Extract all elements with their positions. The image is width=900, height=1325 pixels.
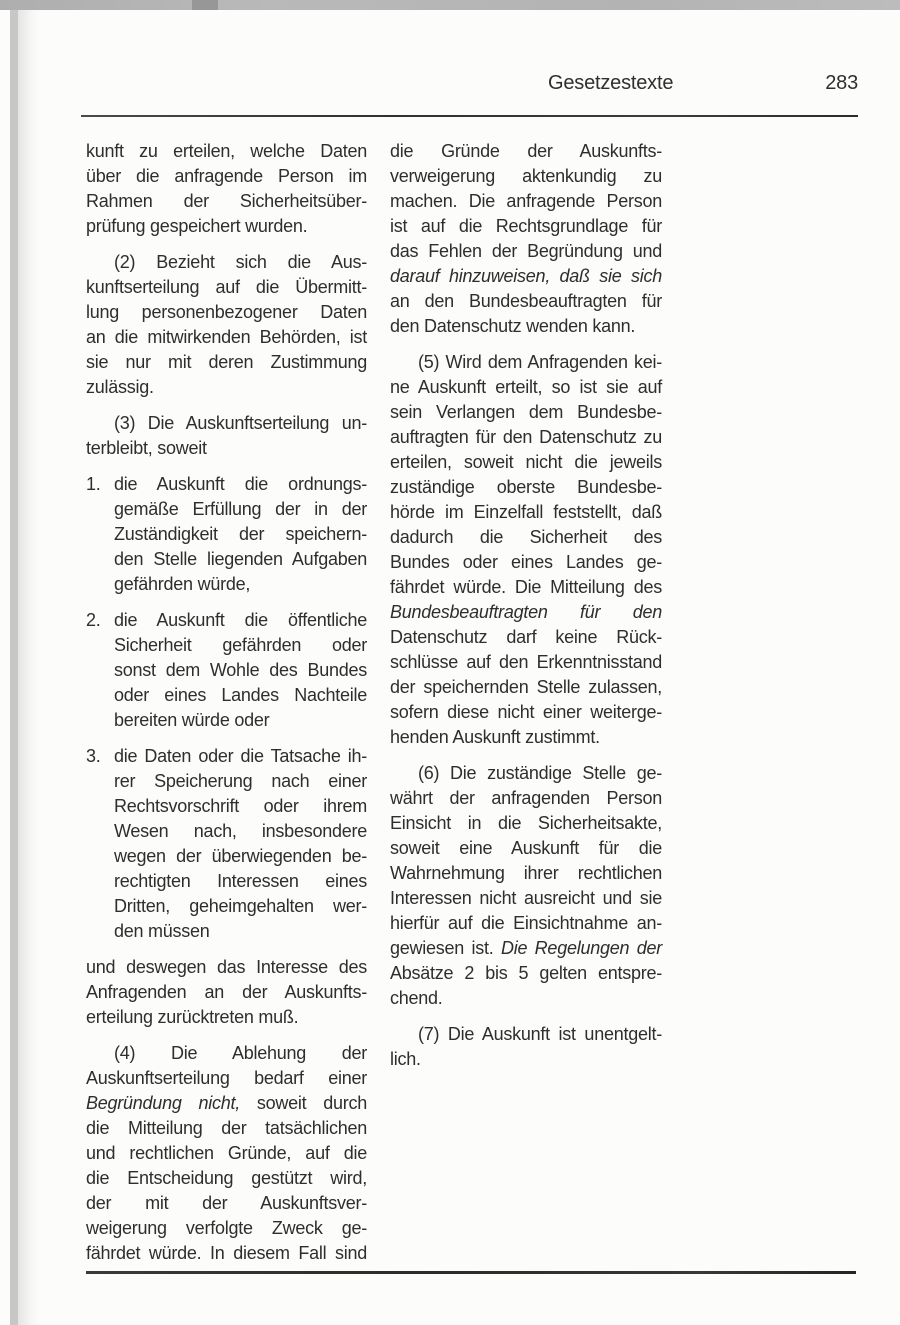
text-segment: kunftserteilung auf die Übermitt- [86, 277, 367, 297]
text-segment: sein Verlangen dem Bundesbe- [390, 402, 662, 422]
text-line [86, 325, 367, 350]
scan-edge-top [0, 0, 900, 10]
text-segment: über die anfragende Person im [86, 166, 367, 186]
text-segment: (6) Die zuständige Stelle ge- [418, 763, 662, 783]
column-right [390, 139, 662, 1277]
text-line [390, 350, 662, 375]
text-line [390, 786, 662, 811]
text-segment: lung personenbezogener Daten [86, 302, 367, 322]
header-rule [81, 115, 858, 117]
text-segment: währt der anfragenden Person [390, 788, 662, 808]
text-line [86, 980, 367, 1005]
text-line [390, 1047, 662, 1072]
text-line [114, 844, 367, 869]
text-line [390, 400, 662, 425]
text-segment: gefährden würde, [114, 574, 251, 594]
text-line [390, 700, 662, 725]
text-line [86, 1041, 367, 1066]
text-line [390, 625, 662, 650]
page-header [0, 72, 900, 98]
text-line [390, 164, 662, 189]
text-segment: sonst dem Wohle des Bundes [114, 660, 367, 680]
text-line [86, 189, 367, 214]
text-line [390, 1022, 662, 1047]
text-columns [86, 139, 662, 1277]
text-line [86, 300, 367, 325]
text-line [390, 650, 662, 675]
text-segment: auftragten für den Datenschutz zu [390, 427, 662, 447]
text-segment: Sicherheit gefährden oder [114, 635, 367, 655]
column-left [86, 139, 367, 1277]
text-line [86, 164, 367, 189]
text-line [114, 708, 367, 733]
paragraph [390, 139, 662, 339]
text-line [390, 811, 662, 836]
text-segment: die Gründe der Auskunfts- [390, 141, 662, 161]
text-segment: und deswegen das Interesse des [86, 957, 367, 977]
text-line [86, 411, 367, 436]
text-segment: prüfung gespeichert wurden. [86, 216, 308, 236]
text-segment: oder eines Landes Nachteile [114, 685, 367, 705]
text-line [390, 725, 662, 750]
text-line [86, 1141, 367, 1166]
text-line [86, 375, 367, 400]
text-line [86, 250, 367, 275]
text-line [114, 472, 367, 497]
text-line [86, 1116, 367, 1141]
text-segment: zuständige oberste Bundesbe- [390, 477, 662, 497]
text-segment: Interessen nicht ausreicht und sie [390, 888, 662, 908]
text-line [390, 450, 662, 475]
text-segment: und rechtlichen Gründe, auf die [86, 1143, 367, 1163]
text-segment: Bundes oder eines Landes ge- [390, 552, 662, 572]
paragraph [390, 1022, 662, 1072]
text-line [86, 1166, 367, 1191]
scan-edge-mark [192, 0, 218, 10]
text-segment: (3) Die Auskunftserteilung un- [114, 413, 367, 433]
list-item [86, 608, 367, 733]
text-segment: Dritten, geheimgehalten wer- [114, 896, 367, 916]
text-line [390, 289, 662, 314]
text-line [390, 675, 662, 700]
list-marker: 1. [86, 474, 101, 494]
text-segment: den müssen [114, 921, 210, 941]
text-line [114, 633, 367, 658]
text-segment: erteilung zurücktreten muß. [86, 1007, 299, 1027]
text-segment: lich. [390, 1049, 421, 1069]
text-line [86, 139, 367, 164]
list-item [86, 744, 367, 944]
text-segment: die Auskunft die öffentliche [114, 610, 367, 630]
text-segment: (4) Die Ablehung der [114, 1043, 367, 1063]
text-segment: den Stelle liegenden Aufgaben [114, 549, 367, 569]
text-segment: henden Auskunft zustimmt. [390, 727, 600, 747]
text-segment: gewiesen ist. [390, 938, 501, 958]
text-segment: der speichernden Stelle zulassen, [390, 677, 662, 697]
text-line [114, 522, 367, 547]
text-segment: Zuständigkeit der speichern- [114, 524, 367, 544]
text-segment: ne Auskunft erteilt, so ist sie auf [390, 377, 662, 397]
text-segment: gemäße Erfüllung der in der [114, 499, 367, 519]
text-segment: der mit der Auskunftsver- [86, 1193, 367, 1213]
text-segment: hierfür auf die Einsichtnahme an- [390, 913, 662, 933]
text-line [86, 350, 367, 375]
text-segment: Absätze 2 bis 5 gelten entspre- [390, 963, 662, 983]
text-segment: sofern diese nicht einer weiterge- [390, 702, 662, 722]
text-line [390, 139, 662, 164]
text-line [390, 761, 662, 786]
text-segment: erteilen, soweit nicht die jeweils [390, 452, 662, 472]
running-title: Gesetzestexte [548, 72, 674, 94]
text-line [114, 794, 367, 819]
text-line [114, 919, 367, 944]
text-segment: dadurch die Sicherheit des [390, 527, 662, 547]
text-line [86, 436, 367, 461]
text-segment: die Daten oder die Tatsache ih- [114, 746, 367, 766]
text-segment: den Datenschutz wenden kann. [390, 316, 636, 336]
text-segment: darauf hinzuweisen, daß sie sich [390, 266, 662, 286]
text-line [390, 836, 662, 861]
text-line [390, 936, 662, 961]
text-segment: die Mitteilung der tatsächlichen [86, 1118, 367, 1138]
text-segment: (2) Bezieht sich die Aus- [114, 252, 367, 272]
scan-edge-left-fade [18, 10, 40, 1325]
text-line [390, 861, 662, 886]
text-line [114, 869, 367, 894]
text-segment: ist auf die Rechtsgrundlage für [390, 216, 662, 236]
text-segment: Einsicht in die Sicherheitsakte, [390, 813, 662, 833]
text-segment: verweigerung aktenkundig zu [390, 166, 662, 186]
text-segment: Datenschutz darf keine Rück- [390, 627, 662, 647]
text-line [86, 1216, 367, 1241]
text-segment: Anfragenden an der Auskunfts- [86, 982, 367, 1002]
text-line [114, 894, 367, 919]
text-segment: (5) Wird dem Anfragenden kei- [418, 352, 662, 372]
text-line [114, 572, 367, 597]
text-line [86, 1241, 367, 1266]
text-segment: Rahmen der Sicherheitsüber- [86, 191, 367, 211]
text-segment: Bundesbeauftragten für den [390, 602, 662, 622]
text-line [114, 683, 367, 708]
list-item [86, 472, 367, 597]
text-segment: wegen der überwiegenden be- [114, 846, 367, 866]
text-line [390, 314, 662, 339]
text-segment: terbleibt, soweit [86, 438, 207, 458]
page-number: 283 [825, 72, 858, 94]
text-segment: weigerung verfolgte Zweck ge- [86, 1218, 367, 1238]
text-line [390, 500, 662, 525]
text-segment: bereiten würde oder [114, 710, 270, 730]
text-line [86, 1091, 367, 1116]
text-segment: Begründung nicht, [86, 1093, 240, 1113]
text-segment: kunft zu erteilen, welche Daten [86, 141, 367, 161]
text-line [390, 214, 662, 239]
text-line [390, 264, 662, 289]
text-line [114, 547, 367, 572]
text-segment: schlüsse auf den Erkenntnisstand [390, 652, 662, 672]
text-segment: an die mitwirkenden Behörden, ist [86, 327, 367, 347]
text-line [390, 911, 662, 936]
text-line [114, 769, 367, 794]
text-segment: machen. Die anfragende Person [390, 191, 662, 211]
paragraph [86, 1041, 367, 1266]
text-segment: Auskunftserteilung bedarf einer [86, 1068, 367, 1088]
text-segment: zulässig. [86, 377, 154, 397]
paragraph [86, 139, 367, 239]
paragraph [86, 955, 367, 1030]
text-segment: rechtigten Interessen eines [114, 871, 367, 891]
text-segment: fährdet würde. In diesem Fall sind [86, 1243, 367, 1263]
text-line [390, 550, 662, 575]
text-segment: Wesen nach, insbesondere [114, 821, 367, 841]
text-line [390, 475, 662, 500]
paragraph [390, 761, 662, 1011]
text-segment: das Fehlen der Begründung und [390, 241, 662, 261]
text-line [86, 955, 367, 980]
text-segment: fährdet würde. Die Mitteilung des [390, 577, 662, 597]
text-segment: Wahrnehmung ihrer rechtlichen [390, 863, 662, 883]
text-line [390, 375, 662, 400]
text-segment: Die Regelungen der [500, 938, 662, 958]
text-segment: Rechtsvorschrift oder ihrem [114, 796, 367, 816]
text-line [390, 600, 662, 625]
paragraph [86, 250, 367, 400]
text-line [114, 819, 367, 844]
text-line [390, 961, 662, 986]
text-line [86, 214, 367, 239]
text-line [390, 189, 662, 214]
text-segment: chend. [390, 988, 443, 1008]
text-line [390, 575, 662, 600]
text-segment: sie nur mit deren Zustimmung [86, 352, 367, 372]
text-line [390, 986, 662, 1011]
text-line [86, 1066, 367, 1091]
text-segment: die Entscheidung gestützt wird, [86, 1168, 367, 1188]
text-line [114, 658, 367, 683]
list-marker: 2. [86, 610, 101, 630]
paragraph [390, 350, 662, 750]
scan-edge-left [10, 10, 18, 1325]
text-line [390, 886, 662, 911]
text-line [390, 525, 662, 550]
text-line [390, 425, 662, 450]
text-segment: soweit durch [239, 1093, 367, 1113]
text-line [114, 608, 367, 633]
text-segment: (7) Die Auskunft ist unentgelt- [418, 1024, 662, 1044]
text-segment: an den Bundesbeauftragten für [390, 291, 662, 311]
text-line [114, 744, 367, 769]
text-line [390, 239, 662, 264]
text-line [114, 497, 367, 522]
paragraph [86, 411, 367, 461]
text-line [86, 275, 367, 300]
footer-rule [86, 1271, 856, 1274]
list-marker: 3. [86, 746, 101, 766]
text-segment: soweit eine Auskunft für die [390, 838, 662, 858]
text-segment: rer Speicherung nach einer [114, 771, 367, 791]
text-line [86, 1191, 367, 1216]
text-line [86, 1005, 367, 1030]
text-segment: hörde im Einzelfall feststellt, daß [390, 502, 662, 522]
text-segment: die Auskunft die ordnungs- [114, 474, 367, 494]
